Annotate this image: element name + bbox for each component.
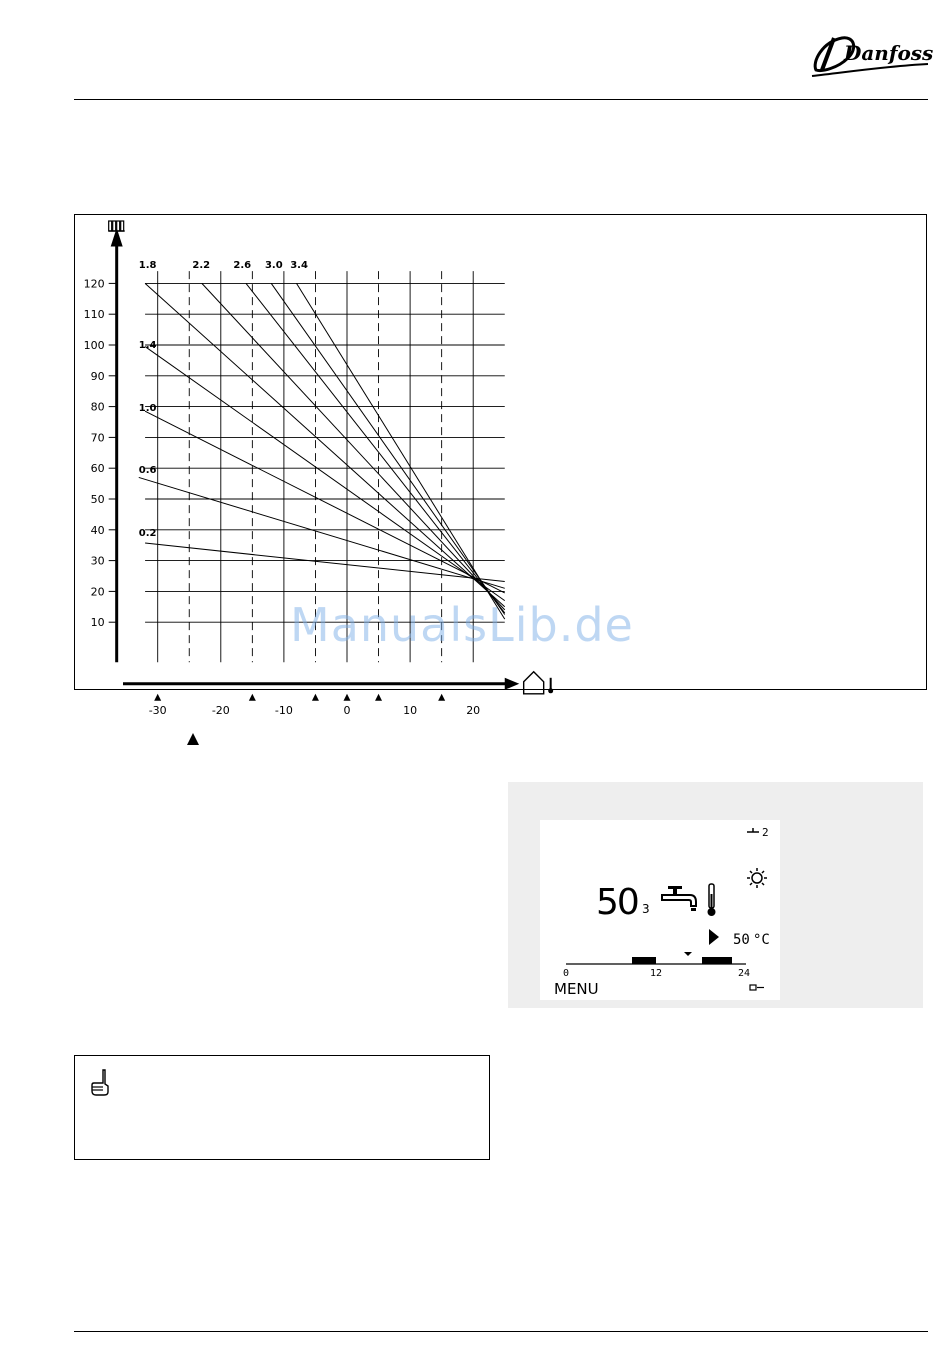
x-tick-label: 0: [343, 703, 351, 717]
curve-line-3.0: [271, 283, 504, 614]
curve-label-2.2: 2.2: [192, 260, 211, 271]
curve-label-0.6: 0.6: [138, 464, 157, 476]
y-tick-label: 90: [90, 369, 105, 383]
y-tick-label: 120: [83, 277, 105, 291]
x-marker-triangle: [375, 694, 382, 701]
main-decimal: 3: [642, 902, 650, 916]
menu-label[interactable]: MENU: [554, 980, 599, 998]
curve-line-1.0: [145, 411, 505, 593]
x-marker-triangle: [154, 694, 161, 701]
current-time-marker: [684, 952, 692, 956]
y-tick-label: 60: [90, 462, 105, 476]
y-tick-label: 50: [90, 493, 105, 506]
schedule-timeline: [566, 952, 746, 964]
x-tick-label: -10: [274, 703, 293, 717]
timeline-label-24: 24: [738, 968, 751, 979]
y-tick-label: 80: [90, 400, 105, 414]
curve-label-1.8: 1.8: [138, 260, 157, 271]
triangle-marker-icon: [185, 731, 201, 747]
logo-text: Danfoss: [844, 41, 934, 65]
setpoint-value: 50: [733, 932, 750, 948]
y-tick-label: 110: [83, 308, 105, 322]
main-value: 50: [596, 882, 638, 923]
sun-icon: [747, 868, 767, 888]
curve-line-1.8: [145, 283, 505, 606]
x-tick-label: -30: [148, 703, 167, 717]
curve-label-1.4: 1.4: [138, 340, 157, 352]
x-marker-triangle: [249, 694, 256, 701]
danfoss-logo: [808, 26, 932, 82]
x-tick-label: 20: [466, 703, 481, 717]
curve-label-1.0: 1.0: [138, 403, 157, 415]
circuit-number: 2: [762, 826, 769, 839]
y-tick-label: 30: [90, 554, 105, 568]
timeline-label-0: 0: [563, 968, 570, 979]
watermark: ManualsLib.de: [290, 598, 634, 652]
setpoint-unit: °C: [753, 932, 770, 948]
y-tick-label: 40: [90, 523, 105, 537]
x-tick-label: 10: [403, 703, 418, 717]
x-marker-triangle: [312, 694, 319, 701]
curve-label-3.4: 3.4: [290, 260, 308, 271]
x-axis-arrow: [505, 678, 520, 690]
header-rule: [74, 99, 928, 100]
curve-line-2.6: [246, 283, 505, 613]
y-tick-label: 70: [90, 431, 105, 445]
curve-label-3.0: 3.0: [264, 260, 283, 271]
x-marker-triangle: [438, 694, 445, 701]
x-marker-triangle: [344, 694, 351, 701]
circuit-icon: [747, 828, 759, 832]
footer-rule: [74, 1331, 928, 1332]
play-arrow-icon: [709, 929, 719, 945]
controller-display-screen: [540, 820, 780, 1000]
note-box: [74, 1055, 490, 1160]
pointing-hand-icon: [89, 1068, 111, 1096]
timeline-label-12: 12: [650, 968, 663, 979]
tap-icon: [662, 886, 696, 911]
x-tick-label: -20: [211, 703, 230, 717]
curve-line-0.6: [139, 477, 505, 588]
house-outdoor-temperature-icon: [524, 672, 554, 694]
minimize-icon: [750, 985, 764, 990]
thermometer-icon: [708, 884, 716, 916]
curve-label-2.6: 2.6: [233, 260, 252, 271]
y-tick-label: 20: [90, 585, 105, 599]
curve-label-0.2: 0.2: [138, 527, 157, 539]
y-tick-label: 100: [83, 339, 105, 352]
radiator-icon: [109, 221, 125, 231]
schedule-period-2: [702, 957, 732, 964]
display-graphics: [540, 820, 780, 1000]
schedule-period-1: [632, 957, 656, 964]
y-tick-label: 10: [90, 616, 105, 630]
